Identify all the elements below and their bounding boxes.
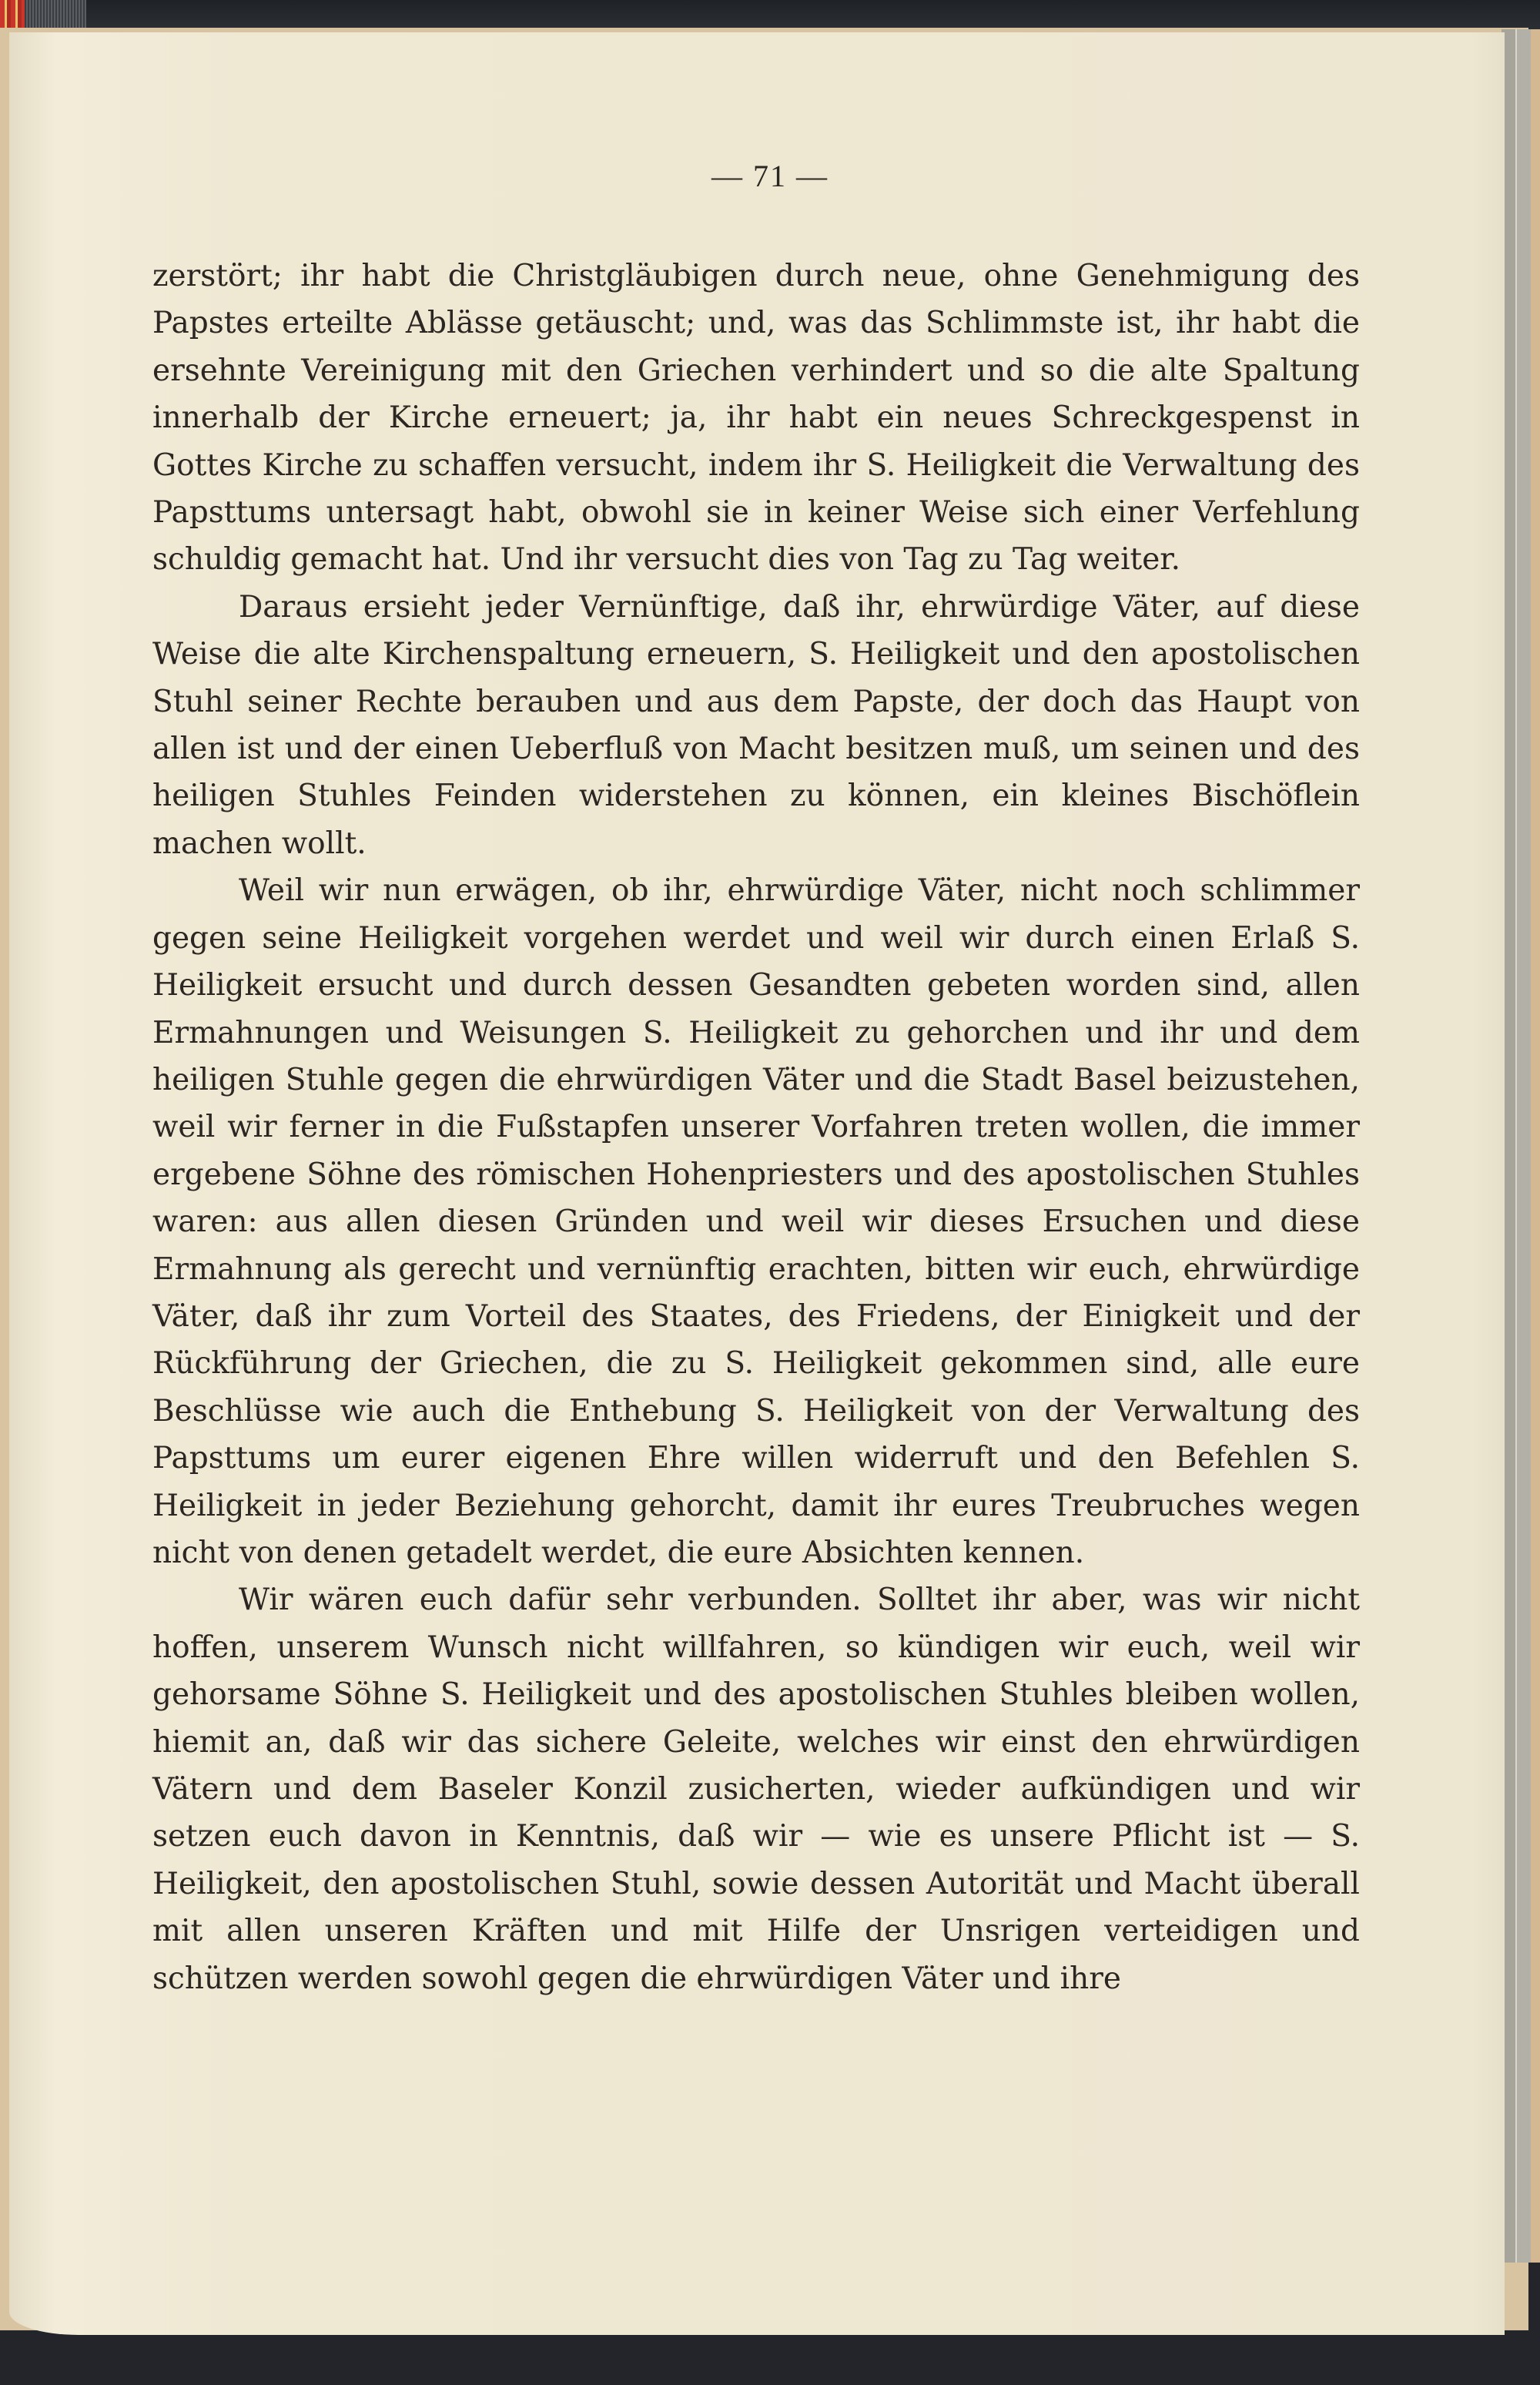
headband [0,0,25,28]
paragraph-1: zerstört; ihr habt die Christgläubigen durch neue, ohne Genehmigung des Papstes erteilte Ablässe getäuscht; und, was das Schlimmste ist, ihr habt die ersehnte Vereinigung mit den Griechen verhindert und so die alte Spaltung innerhalb der Kirche erneuert; ja, ihr habt ein neues Schreckgespenst in Gottes Kirche zu schaffen versucht, indem ihr S. Heiligkeit die Verwaltung des Papsttums untersagt habt, obwohl sie in keiner Weise sich einer Verfehlung schuldig gemacht hat. Und ihr versucht dies von Tag zu Tag weiter. [152,259,1360,578]
page-number: — 71 — [711,159,829,193]
headband-weave [25,0,86,29]
paragraph-3: Weil wir nun erwägen, ob ihr, ehrwürdige Väter, nicht noch schlimmer gegen seine Heiligkeit vorgehen werdet und weil wir durch einen Erlaß S. Heiligkeit ersucht und durch dessen Gesandten gebeten worden sind, allen Ermahnungen und Weisungen S. Heiligkeit zu gehorchen und ihr und dem heiligen Stuhle gegen die ehrwürdigen Väter und die Stadt Basel beizustehen, weil wir ferner in die Fußstapfen unserer Vorfahren treten wollen, die immer ergebene Söhne des römischen Hohenpriesters und des apostolischen Stuhles waren: aus allen diesen Gründen und weil wir dieses Ersuchen und diese Ermahnung als gerecht und vernünftig erachten, bitten wir euch, ehrwürdige Väter, daß ihr zum Vorteil des Staates, des Friedens, der Einigkeit und der Rückführung der Griechen, die zu S. Heiligkeit gekommen sind, alle eure Beschlüsse wie auch die Enthebung S. Heiligkeit von der Verwaltung des Papsttums um eurer eigenen Ehre willen widerruft und den Befehlen S. Heiligkeit in jeder Beziehung gehorcht, damit ihr eures Treubruches wegen nicht von denen getadelt werdet, die eure Absichten kennen. [152,873,1360,1570]
paragraph-4: Wir wären euch dafür sehr verbunden. Solltet ihr aber, was wir nicht hoffen, unserem Wunsch nicht willfahren, so kündigen wir euch, weil wir gehorsame Söhne S. Heiligkeit und des apostolischen Stuhles bleiben wollen, hiemit an, daß wir das sichere Geleite, welches wir einst den ehrwürdigen Vätern und dem Baseler Konzil zusicherten, wieder aufkündigen und wir setzen euch davon in Kenntnis, daß wir — wie es unsere Pflicht ist — S. Heiligkeit, den apostolischen Stuhl, sowie dessen Autorität und Macht überall mit allen unseren Kräften und mit Hilfe der Unsrigen verteidigen und schützen werden sowohl gegen die ehrwürdigen Väter und ihre [152,1583,1360,1996]
book-binding-top [0,0,1540,31]
body-text [152,253,1360,2002]
fore-edge-pages [1502,29,1540,2263]
paragraph-2: Daraus ersieht jeder Vernünftige, daß ihr, ehrwürdige Väter, auf diese Weise die alte Kirchenspaltung erneuern, S. Heiligkeit und den apostolischen Stuhl seiner Rechte berauben und aus dem Papste, der doch das Haupt von allen ist und der einen Ueberfluß von Macht besitzen muß, um seinen und des heiligen Stuhles Feinden widerstehen zu können, ein kleines Bischöflein machen wollt. [152,589,1360,861]
